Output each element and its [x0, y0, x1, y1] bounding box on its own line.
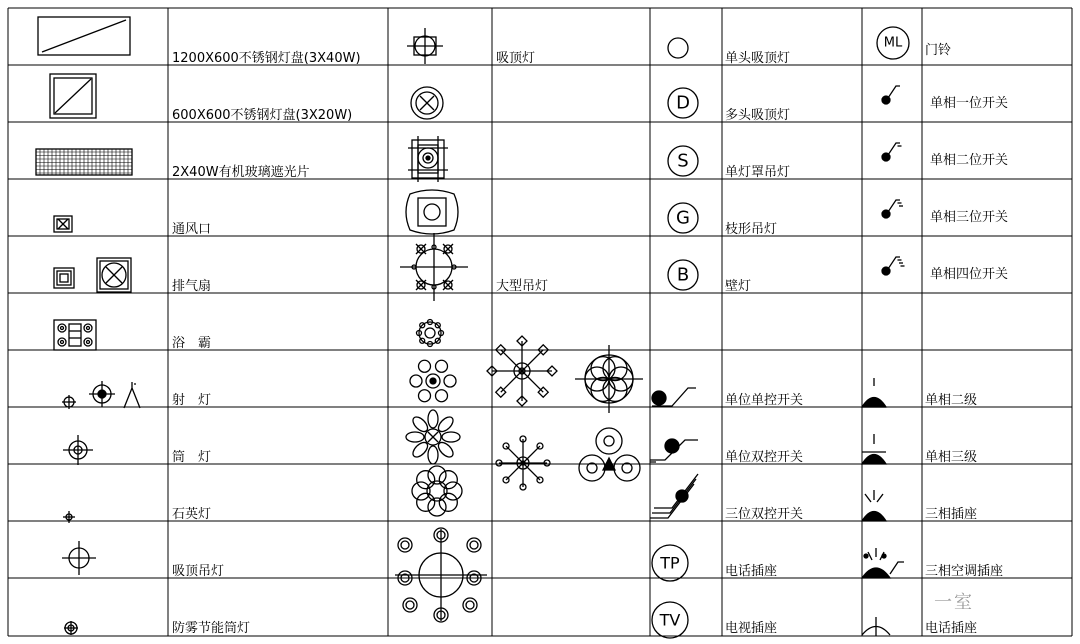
label-switch-2-gang: 单相二位开关	[930, 153, 1009, 168]
large-chandelier-icon	[400, 233, 468, 301]
single-phase-3-socket-icon	[862, 434, 886, 464]
branch-chandelier-icon	[668, 203, 698, 233]
switch-3-gang-icon	[882, 200, 903, 218]
svg-text:S: S	[677, 150, 689, 172]
spotlight-icon	[62, 381, 140, 409]
label-acrylic-diffuser: 2X40W有机玻璃遮光片	[172, 165, 310, 180]
exhaust-fan-icon	[54, 258, 131, 292]
label-switch-1-gang: 单相一位开关	[930, 96, 1009, 111]
panel-600x600-icon	[50, 74, 96, 118]
label-switch-3-gang: 单相三位开关	[930, 210, 1009, 225]
label-single-ceiling-lamp: 单头吸顶灯	[725, 51, 791, 66]
label-bath-heater: 浴 霸	[172, 336, 212, 351]
watermark: 一室	[934, 592, 974, 613]
switch-2-gang-icon	[882, 143, 902, 161]
label-quartz-lamp: 石英灯	[172, 507, 212, 522]
chandelier-large-icon	[395, 528, 487, 622]
chandelier-small-icon	[417, 320, 444, 347]
label-antifog-downlight: 防雾节能筒灯	[172, 621, 251, 636]
single-ceiling-lamp-icon	[668, 38, 688, 58]
antifog-downlight-icon	[64, 621, 78, 635]
label-single-phase-2-socket: 单相二级	[925, 393, 978, 408]
label-panel-1200x600: 1200X600不锈钢灯盘(3X40W)	[172, 51, 361, 66]
label-tv-socket: 电视插座	[725, 621, 778, 636]
bath-heater-icon	[54, 320, 96, 350]
label-branch-chandelier: 枝形吊灯	[725, 222, 778, 237]
label-ceiling-pendant: 吸顶吊灯	[172, 564, 225, 579]
label-doorbell: 门铃	[925, 43, 952, 58]
svg-text:TP: TP	[660, 553, 680, 573]
ceiling-pendant-icon	[62, 541, 96, 575]
label-switch-4-gang: 单相四位开关	[930, 267, 1009, 282]
switch-4-gang-icon	[882, 257, 905, 275]
wall-lamp-icon	[668, 260, 698, 290]
triple-double-control-switch-icon	[650, 474, 698, 518]
label-wall-lamp: 壁灯	[725, 279, 752, 294]
phone-socket-icon	[862, 617, 890, 636]
doorbell-icon	[877, 27, 909, 59]
ceiling-lamp-grid-icon	[408, 136, 448, 182]
label-spotlight: 射 灯	[172, 393, 212, 408]
single-control-switch-icon	[652, 388, 696, 406]
label-single-phase-3-socket: 单相三级	[925, 450, 978, 465]
grid-lines	[8, 8, 1072, 636]
double-control-switch-icon	[650, 439, 698, 462]
chandelier-star-icon	[487, 336, 557, 406]
downlight-icon	[63, 435, 93, 465]
label-multi-ceiling-lamp: 多头吸顶灯	[725, 108, 791, 123]
svg-text:TV: TV	[659, 610, 681, 630]
acrylic-diffuser-icon	[36, 149, 132, 175]
ceiling-lamp-icon	[407, 28, 443, 64]
vent-icon	[54, 216, 72, 232]
svg-text:G: G	[676, 207, 690, 229]
label-triple-double-control-switch: 三位双控开关	[725, 507, 804, 522]
label-single-shade-pendant: 单灯罩吊灯	[725, 165, 791, 180]
label-panel-600x600: 600X600不锈钢灯盘(3X20W)	[172, 108, 353, 123]
label-three-phase-ac-socket: 三相空调插座	[925, 564, 1004, 579]
chandelier-circle-icon	[412, 466, 462, 516]
chandelier-spoke-icon	[496, 436, 550, 490]
label-large-chandelier: 大型吊灯	[496, 279, 549, 294]
three-phase-ac-socket-icon	[862, 548, 904, 578]
ceiling-lamp-xcircle-icon	[411, 87, 443, 119]
three-phase-socket-icon	[862, 490, 886, 521]
label-downlight: 筒 灯	[172, 450, 212, 465]
phone-socket-icon	[652, 545, 688, 581]
panel-1200x600-icon	[38, 17, 130, 55]
tv-socket-icon	[652, 602, 688, 638]
label-phone-socket: 电话插座	[925, 621, 978, 636]
svg-text:B: B	[676, 264, 690, 286]
chandelier-rosette-icon	[575, 345, 643, 413]
chandelier-flower-icon	[410, 360, 456, 401]
label-exhaust-fan: 排气扇	[172, 279, 212, 294]
switch-1-gang-icon	[882, 86, 900, 104]
svg-text:ML: ML	[883, 35, 903, 51]
label-phone-socket: 电话插座	[725, 564, 778, 579]
label-single-control-switch: 单位单控开关	[725, 393, 804, 408]
label-three-phase-socket: 三相插座	[925, 507, 978, 522]
label-ceiling-lamp: 吸顶灯	[496, 51, 536, 66]
label-double-control-switch: 单位双控开关	[725, 450, 804, 465]
single-phase-2-socket-icon	[862, 378, 886, 407]
chandelier-tri-icon	[579, 428, 640, 481]
label-vent: 通风口	[172, 222, 212, 237]
svg-text:D: D	[676, 92, 690, 114]
ceiling-lamp-square-icon	[406, 190, 458, 234]
multi-ceiling-lamp-icon	[668, 88, 698, 118]
chandelier-petal-icon	[406, 410, 460, 464]
single-shade-pendant-icon	[668, 146, 698, 176]
